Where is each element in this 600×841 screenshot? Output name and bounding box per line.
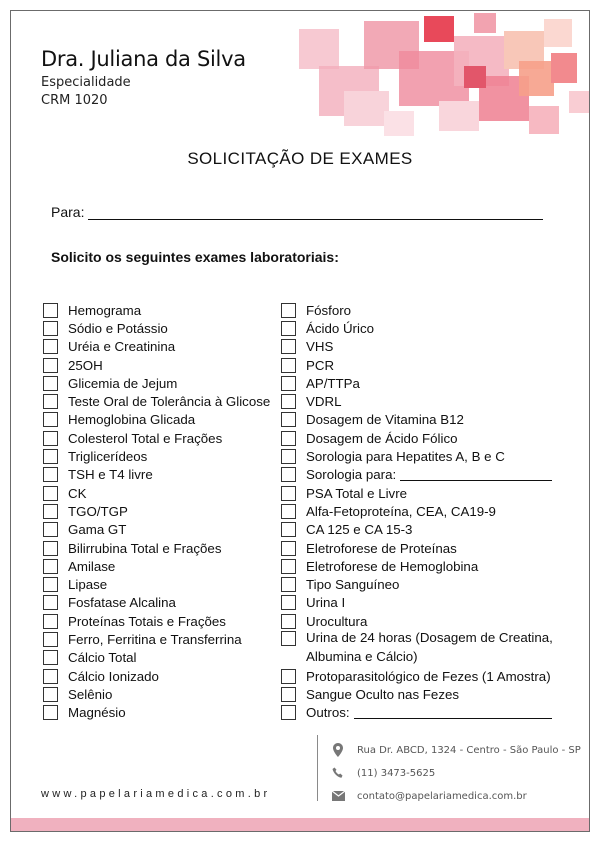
recipient-input-line[interactable] — [88, 205, 543, 220]
exam-label: Lipase — [68, 577, 108, 593]
exam-checkbox[interactable] — [43, 559, 58, 574]
exam-checkbox[interactable] — [281, 595, 296, 610]
exam-label: Bilirrubina Total e Frações — [68, 540, 222, 556]
exam-label: Gama GT — [68, 522, 127, 538]
exam-checkbox[interactable] — [43, 522, 58, 537]
exam-checkbox[interactable] — [43, 412, 58, 427]
exam-label: Sangue Oculto nas Fezes — [306, 686, 460, 702]
exam-checkbox[interactable] — [281, 577, 296, 592]
exam-item — [281, 319, 556, 337]
exam-checkbox[interactable] — [281, 339, 296, 354]
exam-item — [281, 685, 556, 703]
address-text: Rua Dr. ABCD, 1324 - Centro - São Paulo - SP — [357, 744, 581, 756]
footer-divider — [317, 735, 318, 801]
exam-checkbox[interactable] — [281, 358, 296, 373]
exam-label: Amilase — [68, 558, 116, 574]
exam-item — [281, 392, 556, 410]
exam-label: Proteínas Totais e Frações — [68, 613, 226, 629]
exam-label: Ácido Úrico — [306, 320, 374, 336]
fill-in-line[interactable] — [400, 468, 552, 481]
exam-item — [281, 466, 556, 484]
exam-item — [43, 484, 270, 502]
exam-checkbox[interactable] — [281, 631, 296, 646]
exam-checkbox[interactable] — [281, 431, 296, 446]
exam-label: Dosagem de Ácido Fólico — [306, 430, 458, 446]
exam-checkbox[interactable] — [43, 321, 58, 336]
exam-label: Eletroforese de Proteínas — [306, 540, 457, 556]
document-title: SOLICITAÇÃO DE EXAMES — [187, 149, 413, 168]
doctor-name: Dra. Juliana da Silva — [41, 47, 246, 71]
exam-item — [43, 319, 270, 337]
exam-checkbox[interactable] — [43, 431, 58, 446]
phone-icon — [331, 766, 345, 780]
exam-label: TGO/TGP — [68, 503, 128, 519]
exam-item — [43, 704, 270, 722]
exam-label: Tipo Sanguíneo — [306, 577, 400, 593]
email-text: contato@papelariamedica.com.br — [357, 790, 527, 802]
exam-checkbox[interactable] — [281, 449, 296, 464]
exam-request-form — [10, 10, 590, 832]
decorative-squares — [289, 11, 589, 151]
exam-label: Protoparasitológico de Fezes (1 Amostra) — [306, 668, 551, 684]
exam-checkbox[interactable] — [281, 705, 296, 720]
exam-item — [281, 612, 556, 630]
exam-label: Colesterol Total e Frações — [68, 430, 223, 446]
exam-item — [281, 594, 556, 612]
bottom-color-band — [11, 818, 589, 831]
phone-row — [331, 766, 435, 780]
exam-checkbox[interactable] — [281, 687, 296, 702]
exam-checkbox[interactable] — [281, 559, 296, 574]
phone-text: (11) 3473-5625 — [357, 767, 436, 779]
exam-label: Magnésio — [68, 705, 126, 721]
exam-item — [43, 521, 270, 539]
exam-checkbox[interactable] — [281, 522, 296, 537]
exam-item — [281, 575, 556, 593]
address-row — [331, 743, 581, 757]
email-row — [331, 789, 527, 803]
exam-item — [43, 612, 270, 630]
exam-label: Urina de 24 horas (Dosagem de Creatina, Albumina e Cálcio) — [306, 630, 553, 664]
exam-checkbox[interactable] — [43, 358, 58, 373]
exam-checkbox[interactable] — [43, 486, 58, 501]
exam-item — [281, 502, 556, 520]
exam-label: Selênio — [68, 686, 113, 702]
exam-label: Sorologia para Hepatites A, B e C — [306, 449, 505, 465]
exam-label: Sódio e Potássio — [68, 320, 168, 336]
exam-label: CK — [68, 485, 87, 501]
request-text: Solicito os seguintes exames laboratoriais: — [51, 249, 339, 265]
exam-item — [281, 539, 556, 557]
exam-checkbox[interactable] — [43, 541, 58, 556]
exam-item — [281, 429, 556, 447]
exam-item — [281, 557, 556, 575]
exam-item — [43, 356, 270, 374]
exam-item — [43, 685, 270, 703]
exam-label: PSA Total e Livre — [306, 485, 408, 501]
exam-checkbox[interactable] — [43, 394, 58, 409]
exam-label: Cálcio Total — [68, 650, 137, 666]
exam-label: 25OH — [68, 357, 103, 373]
exam-item — [43, 630, 270, 648]
exam-label: Dosagem de Vitamina B12 — [306, 412, 464, 428]
exam-checkbox[interactable] — [281, 467, 296, 482]
exam-label: Outros: — [306, 705, 350, 721]
exam-item — [43, 502, 270, 520]
exam-label: AP/TTPa — [306, 375, 360, 391]
exam-label: VHS — [306, 339, 334, 355]
exam-checkbox[interactable] — [43, 595, 58, 610]
envelope-icon — [331, 789, 345, 803]
exam-checkbox[interactable] — [281, 504, 296, 519]
exam-item — [43, 301, 270, 319]
recipient-row — [51, 204, 543, 220]
exam-label: Alfa-Fetoproteína, CEA, CA19-9 — [306, 503, 496, 519]
exam-checkbox[interactable] — [281, 541, 296, 556]
doctor-crm: CRM 1020 — [41, 93, 108, 108]
exam-checkbox[interactable] — [43, 339, 58, 354]
exam-checkbox[interactable] — [43, 467, 58, 482]
exam-checkbox[interactable] — [281, 303, 296, 318]
exam-label: Uréia e Creatinina — [68, 339, 176, 355]
exam-checkbox[interactable] — [43, 632, 58, 647]
exam-label: CA 125 e CA 15-3 — [306, 522, 413, 538]
exam-item — [281, 338, 556, 356]
exam-label: Fosfatase Alcalina — [68, 595, 176, 611]
exam-label: Fósforo — [306, 302, 352, 318]
exam-item — [281, 447, 556, 465]
exam-item — [43, 539, 270, 557]
exam-checkbox[interactable] — [281, 376, 296, 391]
exam-checkbox[interactable] — [281, 412, 296, 427]
exam-item — [43, 411, 270, 429]
exam-label: Ferro, Ferritina e Transferrina — [68, 631, 242, 647]
recipient-label: Para: — [51, 204, 85, 220]
exam-item — [281, 667, 556, 685]
exam-item — [43, 649, 270, 667]
doctor-specialty: Especialidade — [41, 75, 131, 90]
exam-item — [281, 301, 556, 319]
exam-checkbox[interactable] — [43, 303, 58, 318]
exam-item — [43, 429, 270, 447]
exam-item — [43, 575, 270, 593]
exam-item — [43, 466, 270, 484]
exam-label: Teste Oral de Tolerância à Glicose — [68, 394, 271, 410]
exam-checkbox[interactable] — [281, 669, 296, 684]
website-text: www.papelariamedica.com.br — [41, 788, 271, 800]
exam-item — [281, 411, 556, 429]
exam-item — [281, 630, 556, 667]
exam-label: Urocultura — [306, 613, 368, 629]
exam-item — [43, 667, 270, 685]
exam-item — [43, 392, 270, 410]
exam-label: PCR — [306, 357, 335, 373]
exam-checkbox[interactable] — [43, 449, 58, 464]
exam-checkbox[interactable] — [43, 669, 58, 684]
exam-item — [281, 374, 556, 392]
exam-item — [281, 521, 556, 539]
exam-checkbox[interactable] — [43, 705, 58, 720]
exam-checkbox[interactable] — [281, 486, 296, 501]
exam-checkbox[interactable] — [43, 687, 58, 702]
exam-checkbox[interactable] — [43, 376, 58, 391]
exam-label: Eletroforese de Hemoglobina — [306, 558, 479, 574]
fill-in-line[interactable] — [354, 706, 552, 719]
exam-checkbox[interactable] — [43, 504, 58, 519]
exam-checkbox[interactable] — [43, 577, 58, 592]
exam-item — [43, 338, 270, 356]
exam-checkbox[interactable] — [281, 394, 296, 409]
exam-checkbox[interactable] — [281, 614, 296, 629]
exam-label: Glicemia de Jejum — [68, 375, 178, 391]
exam-item — [43, 447, 270, 465]
exam-checkbox[interactable] — [281, 321, 296, 336]
exam-label: Triglicerídeos — [68, 449, 148, 465]
exam-item — [43, 557, 270, 575]
exam-label: VDRL — [306, 394, 342, 410]
exam-list-right — [281, 301, 556, 722]
exam-label: Sorologia para: — [306, 467, 397, 483]
exam-item — [43, 594, 270, 612]
location-pin-icon — [331, 743, 345, 757]
exam-item — [43, 374, 270, 392]
exam-item — [281, 704, 556, 722]
exam-label: Cálcio Ionizado — [68, 668, 159, 684]
exam-list-left — [43, 301, 270, 722]
exam-item — [281, 356, 556, 374]
exam-label: Hemoglobina Glicada — [68, 412, 196, 428]
exam-checkbox[interactable] — [43, 614, 58, 629]
exam-label: TSH e T4 livre — [68, 467, 153, 483]
exam-item — [281, 484, 556, 502]
exam-checkbox[interactable] — [43, 650, 58, 665]
exam-label: Urina I — [306, 595, 346, 611]
exam-label: Hemograma — [68, 302, 142, 318]
